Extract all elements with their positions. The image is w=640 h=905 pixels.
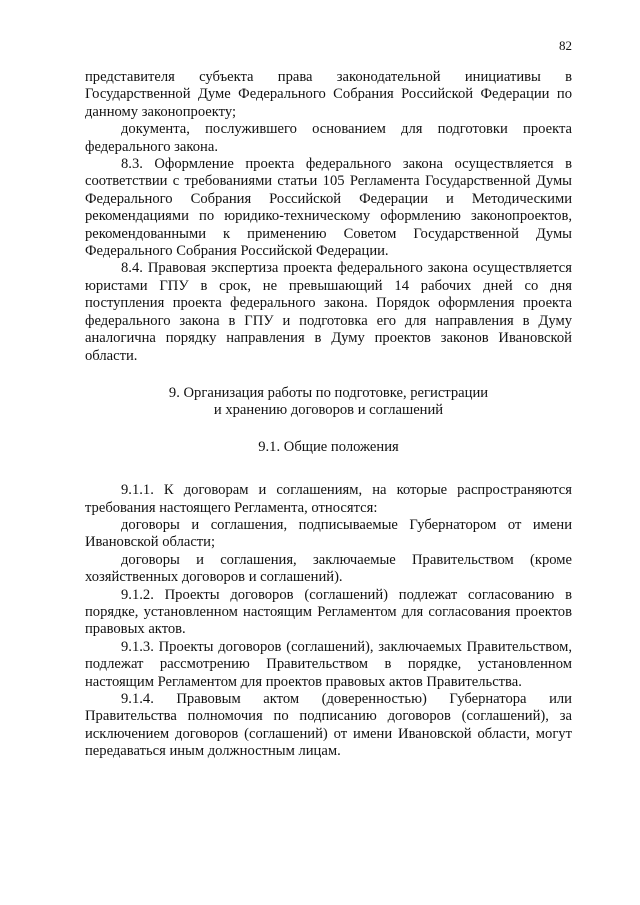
paragraph-government-agreements: договоры и соглашения, заключаемые Правительством (кроме хозяйственных договоров и соглашений). xyxy=(85,551,572,586)
paragraph-document-basis: документа, послужившего основанием для подготовки проекта федерального закона. xyxy=(85,121,572,155)
paragraph-8-3: 8.3. Оформление проекта федерального закона осуществляется в соответствии с требованиями статьи 105 Регламента Государственной Думы Федерального Собрания Российской Федерации и Методическими рекомендациями по юридико-техническому оформлению законопроектов, рекомендованными к применению Советом Государственной Думы Федерального Собрания Российской Федерации. xyxy=(85,156,572,260)
paragraph-9-1-4: 9.1.4. Правовым актом (доверенностью) Губернатора или Правительства полномочия по подписанию договоров (соглашений), за исключением договоров (соглашений) от имени Ивановской области, могут передаваться иным должностным лицам. xyxy=(85,691,572,760)
paragraph-representative: представителя субъекта права законодательной инициативы в Государственной Думе Федерального Собрания Российской Федерации по данному законопроекту; xyxy=(85,69,572,120)
paragraph-9-1-3: 9.1.3. Проекты договоров (соглашений), заключаемых Правительством, подлежат рассмотрению Правительством в порядке, установленном настоящим Регламентом для проектов правовых актов Правительства. xyxy=(85,638,572,690)
paragraph-9-1-1: 9.1.1. К договорам и соглашениям, на которые распространяются требования настоящего Регламента, относятся: xyxy=(85,482,572,516)
paragraph-governor-agreements: договоры и соглашения, подписываемые Губернатором от имени Ивановской области; xyxy=(85,516,572,551)
page-number: 82 xyxy=(559,38,572,53)
section-heading-line-2: и хранению договоров и соглашений xyxy=(213,402,444,419)
subsection-heading: 9.1. Общие положения xyxy=(258,438,399,455)
section-heading-line-1: 9. Организация работы по подготовке, регистрации xyxy=(168,384,489,401)
paragraph-8-4: 8.4. Правовая экспертиза проекта федерального закона осуществляется юристами ГПУ в срок, не превышающий 14 рабочих дней со дня поступления проекта федерального закона. Порядок оформления проекта федерального закона в ГПУ и подготовка его для направления в Думу аналогична порядку направления в Думу проектов законов Ивановской области. xyxy=(85,260,572,364)
paragraph-9-1-2: 9.1.2. Проекты договоров (соглашений) подлежат согласованию в порядке, установленном настоящим Регламентом для согласования проектов правовых актов. xyxy=(85,586,572,638)
document-body xyxy=(85,69,572,761)
